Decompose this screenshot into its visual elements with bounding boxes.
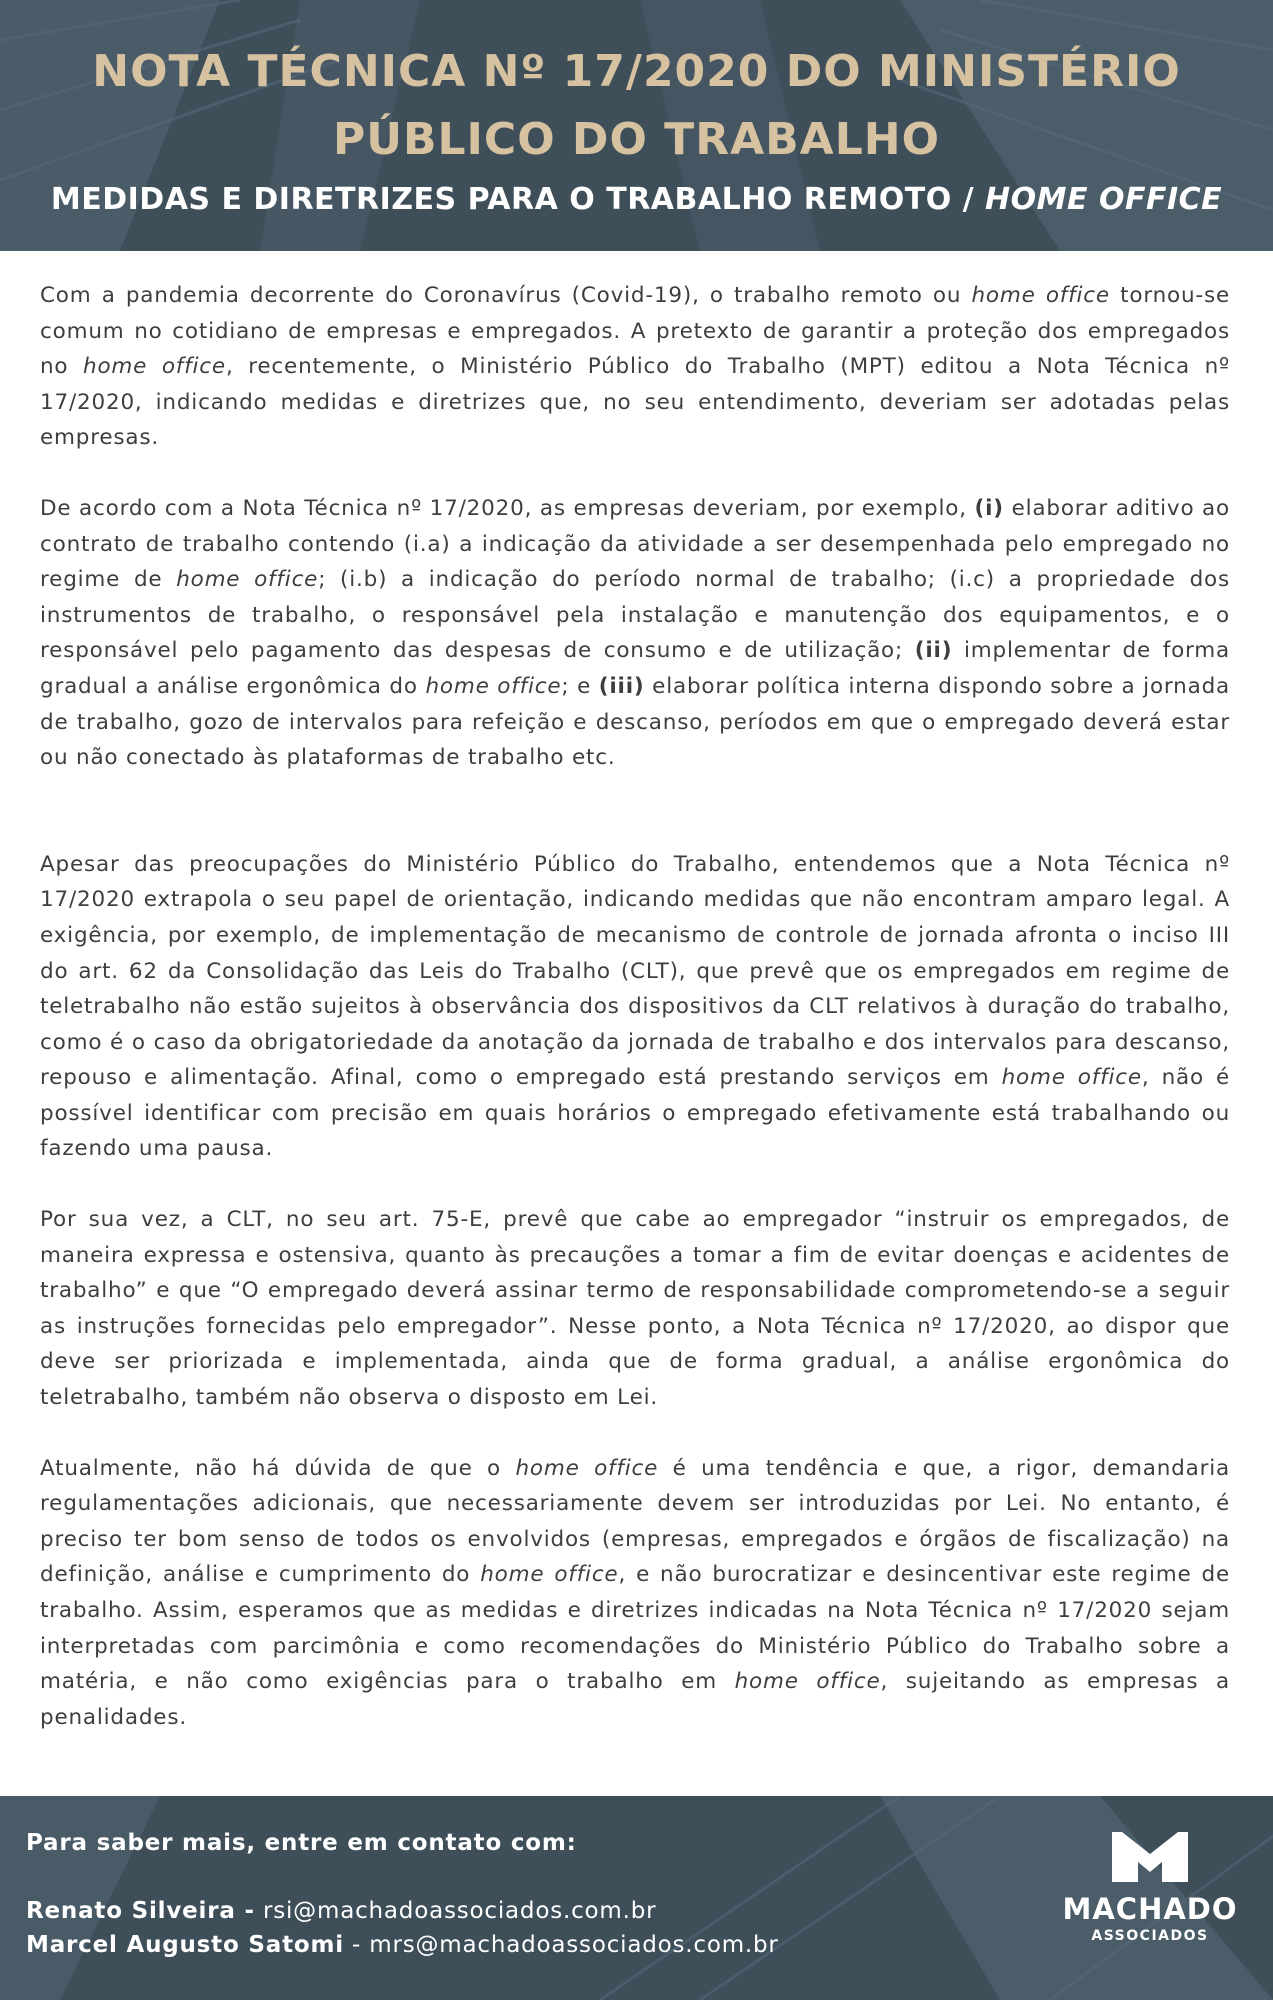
italic-term: home office bbox=[176, 567, 319, 593]
text-run: implementar de forma gradual a análise ergonômica do bbox=[40, 638, 1230, 699]
bold-marker: (i) bbox=[974, 495, 1004, 521]
paragraph-3 bbox=[40, 847, 1230, 1167]
text-run: elaborar política interna dispondo sobre a jornada de trabalho, gozo de intervalos para refeição e descanso, períodos em que o empregado deverá estar ou não conectado às plataformas de trabalho etc. bbox=[40, 673, 1230, 771]
text-run: , recentemente, o Ministério Público do Trabalho (MPT) editou a Nota Técnica nº 17/2020, indicando medidas e diretrizes que, no seu entendimento, deveriam ser adotadas pelas empresas. bbox=[40, 354, 1230, 451]
paragraph-1 bbox=[40, 278, 1230, 456]
paragraph-5 bbox=[40, 1451, 1230, 1736]
footer-banner bbox=[0, 1796, 1273, 2000]
italic-term: home office bbox=[480, 1562, 619, 1588]
italic-term: home office bbox=[515, 1455, 659, 1481]
italic-term: home office bbox=[425, 673, 562, 699]
machado-associados-logo bbox=[1060, 1832, 1240, 1946]
contact-name: Renato Silveira - bbox=[26, 1898, 255, 1924]
contact-email[interactable]: - mrs@machadoassociados.com.br bbox=[343, 1932, 779, 1958]
text-run: tornou-se comum no cotidiano de empresas e empregados. A pretexto de garantir a proteção dos empregados no bbox=[40, 283, 1230, 380]
contact-block bbox=[26, 1826, 779, 1962]
italic-term: home office bbox=[1001, 1065, 1142, 1091]
text-run: , e não burocratizar e desincentivar este regime de trabalho. Assim, esperamos que as medidas e diretrizes indicadas na Nota Técnica nº 17/2020 sejam interpretadas com parcimônia e como recomendações do Ministério Público do Trabalho sobre a matéria, e não como exigências para o trabalho em bbox=[40, 1562, 1230, 1695]
text-run: elaborar aditivo ao contrato de trabalho contendo (i.a) a indicação da atividade a ser desempenhada pelo empregado no regime de bbox=[40, 495, 1230, 593]
article-body bbox=[40, 278, 1230, 1735]
italic-term: home office bbox=[971, 283, 1110, 308]
italic-term: home office bbox=[734, 1669, 881, 1695]
bold-marker: (ii) bbox=[914, 638, 953, 664]
document-title bbox=[0, 38, 1273, 174]
header-text-block bbox=[0, 0, 1273, 220]
logo-wordmark: MACHADO bbox=[1062, 1892, 1238, 1926]
title-line-1: NOTA TÉCNICA Nº 17/2020 DO MINISTÉRIO bbox=[92, 46, 1181, 97]
subtitle-main: MEDIDAS E DIRETRIZES PARA O TRABALHO REMOTO / bbox=[50, 182, 986, 217]
text-run: Atualmente, não há dúvida de que o bbox=[40, 1455, 516, 1481]
italic-term: home office bbox=[83, 354, 226, 380]
title-line-2: PÚBLICO DO TRABALHO bbox=[333, 114, 940, 165]
text-run: Com a pandemia decorrente do Coronavírus (Covid-19), o trabalho remoto ou bbox=[40, 283, 972, 308]
text-run: é uma tendência e que, a rigor, demandaria regulamentações adicionais, que necessariamente devem ser introduzidas por Lei. No entanto, é preciso ter bom senso de todos os envolvidos (empresas, empregados e órgãos de fiscalização) na definição, análise e cumprimento do bbox=[40, 1455, 1230, 1588]
paragraph-4 bbox=[40, 1202, 1230, 1416]
text-run: , sujeitando as empresas a penalidades. bbox=[40, 1669, 1230, 1730]
text-run: ; e bbox=[561, 673, 599, 699]
header-banner bbox=[0, 0, 1273, 251]
text-run: De acordo com a Nota Técnica nº 17/2020, as empresas deveriam, por exemplo, bbox=[40, 495, 975, 521]
logo-subtext: ASSOCIADOS bbox=[1091, 1928, 1209, 1944]
machado-m-icon bbox=[1112, 1832, 1188, 1882]
document-subtitle bbox=[0, 180, 1273, 220]
bold-marker: (iii) bbox=[598, 673, 645, 699]
subtitle-italic: HOME OFFICE bbox=[985, 182, 1223, 217]
contact-row bbox=[26, 1894, 779, 1928]
paragraph-2 bbox=[40, 491, 1230, 776]
contact-name: Marcel Augusto Satomi bbox=[26, 1932, 344, 1958]
contact-row bbox=[26, 1928, 779, 1962]
text-run: , não é possível identificar com precisão em quais horários o empregado efetivamente está trabalhando ou fazendo uma pausa. bbox=[40, 1065, 1230, 1162]
text-run: ; (i.b) a indicação do período normal de trabalho; (i.c) a propriedade dos instrumentos de trabalho, o responsável pela instalação e manutenção dos equipamentos, e o responsável pelo pagamento das despesas de consumo e de utilização; bbox=[40, 567, 1230, 664]
text-run: Apesar das preocupações do Ministério Público do Trabalho, entendemos que a Nota Técnica nº 17/2020 extrapola o seu papel de orientação, indicando medidas que não encontram amparo legal. A exigência, por exemplo, de implementação de mecanismo de controle de jornada afronta o inciso III do art. 62 da Consolidação das Leis do Trabalho (CLT), que prevê que os empregados em regime de teletrabalho não estão sujeitos à observância dos dispositivos da CLT relativos à duração do trabalho, como é o caso da obrigatoriedade da anotação da jornada de trabalho e dos intervalos para descanso, repouso e alimentação. Afinal, como o empregado está prestando serviços em bbox=[40, 851, 1230, 1091]
text-run: Por sua vez, a CLT, no seu art. 75-E, prevê que cabe ao empregador “instruir os empregados, de maneira expressa e ostensiva, quanto às precauções a tomar a fim de evitar doenças e acidentes de trabalho” e que “O empregado deverá assinar termo de responsabilidade comprometendo-se a seguir as instruções fornecidas pelo empregador”. Nesse ponto, a Nota Técnica nº 17/2020, ao dispor que deve ser priorizada e implementada, ainda que de forma gradual, a análise ergonômica do teletrabalho, também não observa o disposto em Lei. bbox=[40, 1207, 1230, 1411]
contact-email[interactable]: rsi@machadoassociados.com.br bbox=[254, 1898, 657, 1924]
contact-heading: Para saber mais, entre em contato com: bbox=[26, 1830, 577, 1856]
